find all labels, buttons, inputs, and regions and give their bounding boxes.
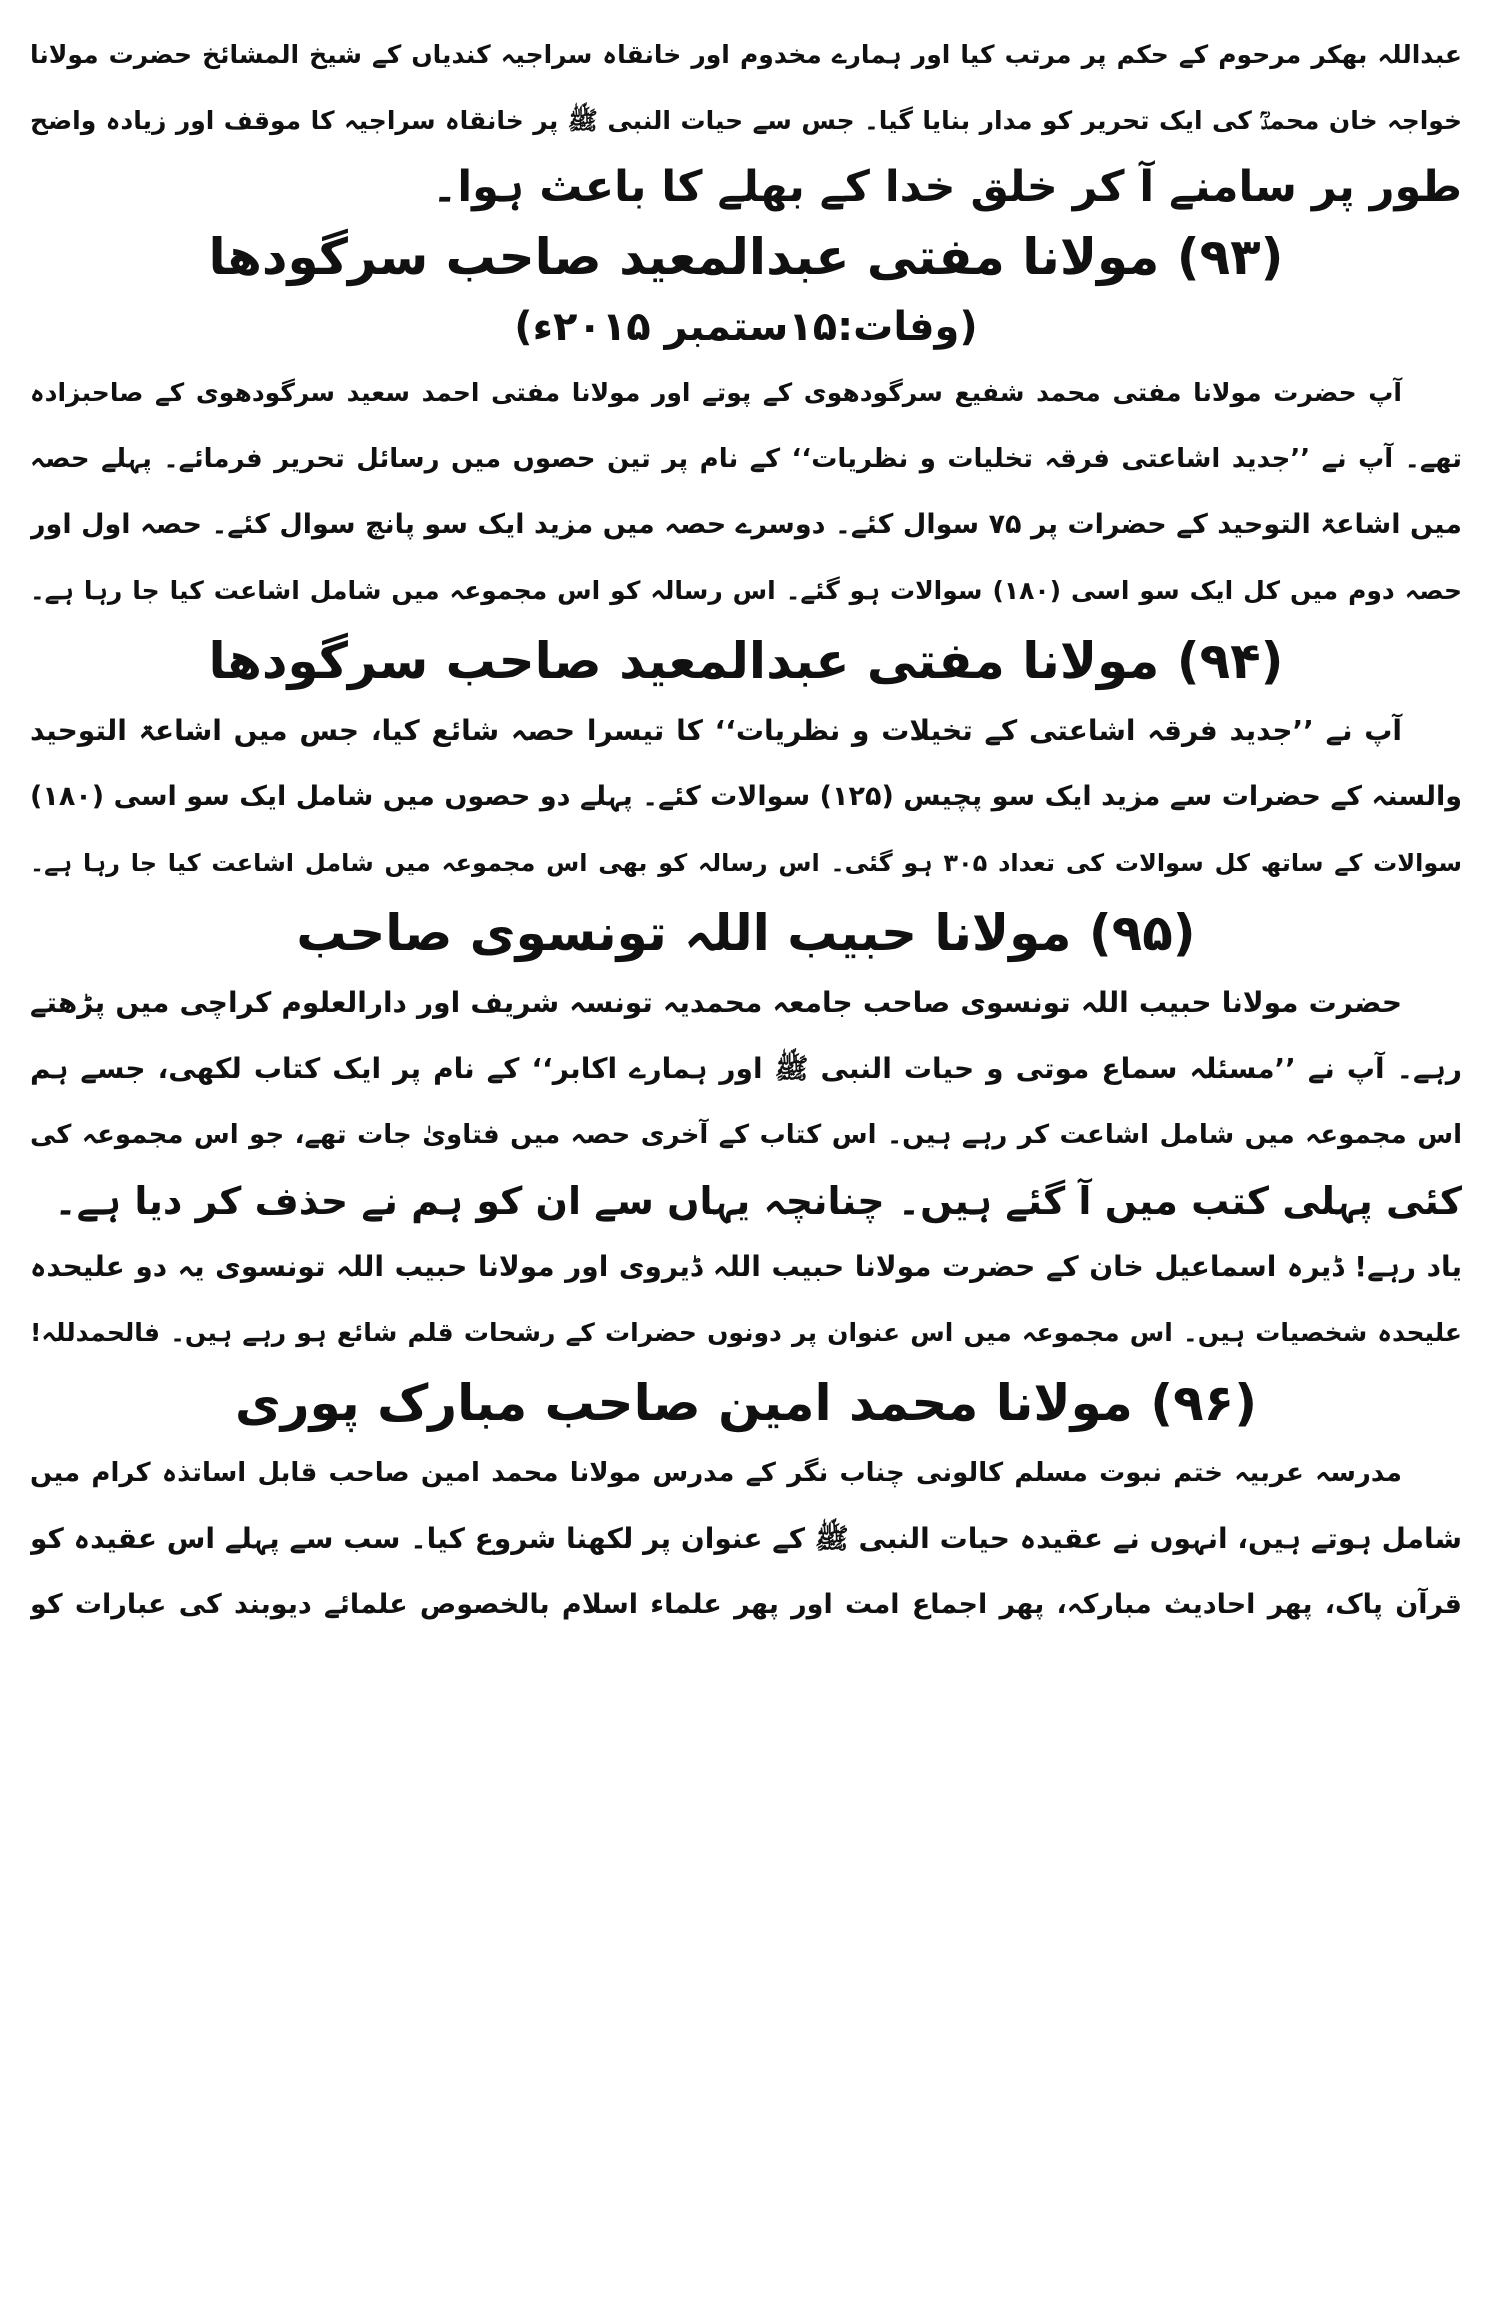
- text-line: سوالات کے ساتھ کل سوالات کی تعداد ۳۰۵ ہو گئی۔ اس رسالہ کو بھی اس مجموعہ میں شامل اشاعت کیا جا رہا ہے۔: [30, 849, 1462, 877]
- text-line: تھے۔ آپ نے ’’جدید اشاعتی فرقہ تخلیات و نظریات‘‘ کے نام پر تین حصوں میں رسائل تحریر فرمائے۔ پہلے حصہ: [30, 444, 1462, 474]
- section-heading-93: (۹۳) مولانا مفتی عبدالمعید صاحب سرگودھا: [208, 228, 1284, 286]
- death-date: (وفات:۱۵ستمبر ۲۰۱۵ء): [514, 304, 978, 350]
- section-heading-96: (۹۶) مولانا محمد امین صاحب مبارک پوری: [234, 1374, 1258, 1432]
- text-line: حصہ دوم میں کل ایک سو اسی (۱۸۰) سوالات ہو گئے۔ اس رسالہ کو اس مجموعہ میں شامل اشاعت کیا جا رہا ہے۔: [30, 576, 1462, 605]
- text-line: یاد رہے! ڈیرہ اسماعیل خان کے حضرت مولانا حبیب اللہ ڈیروی اور مولانا حبیب اللہ تونسوی یہ دو علیحدہ: [30, 1250, 1462, 1283]
- text-line: خواجہ خان محمدؒ کی ایک تحریر کو مدار بنایا گیا۔ جس سے حیات النبی ﷺ پر خانقاہ سراجیہ کا موقف اور زیادہ واضح: [30, 106, 1462, 135]
- paragraph-95: [30, 970, 1462, 1234]
- text-line: قرآن پاک، پھر احادیث مبارکہ، پھر اجماع امت اور پھر علماء اسلام بالخصوص علمائے دیوبند کی عبارات کو: [30, 1589, 1462, 1620]
- text-line: رہے۔ آپ نے ’’مسئلہ سماع موتی و حیات النبی ﷺ اور ہمارے اکابر‘‘ کے نام پر ایک کتاب لکھی، جسے ہم: [30, 1052, 1462, 1085]
- text-line: والسنہ کے حضرات سے مزید ایک سو پچیس (۱۲۵) سوالات کئے۔ پہلے دو حصوں میں شامل ایک سو اسی (۱۸۰): [30, 781, 1462, 812]
- text-line: کئی پہلی کتب میں آ گئے ہیں۔ چنانچہ یہاں سے ان کو ہم نے حذف کر دیا ہے۔: [54, 1179, 1462, 1223]
- text-line: علیحدہ شخصیات ہیں۔ اس مجموعہ میں اس عنوان پر دونوں حضرات کے رشحات قلم شائع ہو رہے ہیں۔ فالحمدللہ!: [30, 1318, 1462, 1347]
- text-line: میں اشاعۃ التوحید کے حضرات پر ۷۵ سوال کئے۔ دوسرے حصہ میں مزید ایک سو پانچ سوال کئے۔ حصہ اول اور: [30, 509, 1462, 540]
- text-line: آپ حضرت مولانا مفتی محمد شفیع سرگودھوی کے پوتے اور مولانا مفتی احمد سعید سرگودھوی کے صاحبزادہ: [30, 378, 1402, 407]
- paragraph-93: [30, 360, 1462, 624]
- text-line: اس مجموعہ میں شامل اشاعت کر رہے ہیں۔ اس کتاب کے آخری حصہ میں فتاویٰ جات تھے، جو اس مجموعہ کی: [30, 1120, 1462, 1150]
- text-line: مدرسہ عربیہ ختم نبوت مسلم کالونی چناب نگر کے مدرس مولانا محمد امین صاحب قابل اساتذہ کرام میں: [30, 1458, 1402, 1488]
- paragraph-note: [30, 1234, 1462, 1366]
- section-heading-94: (۹۴) مولانا مفتی عبدالمعید صاحب سرگودھا: [208, 632, 1284, 690]
- paragraph-94: [30, 698, 1462, 896]
- text-line: طور پر سامنے آ کر خلق خدا کے بھلے کا باعث ہوا۔: [432, 162, 1462, 212]
- text-line: شامل ہوتے ہیں، انہوں نے عقیدہ حیات النبی ﷺ کے عنوان پر لکھنا شروع کیا۔ سب سے پہلے اس عقیدہ کو: [30, 1522, 1462, 1555]
- paragraph-intro: [30, 22, 1462, 220]
- text-line: عبداللہ بھکر مرحوم کے حکم پر مرتب کیا اور ہمارے مخدوم اور خانقاہ سراجیہ کندیاں کے شیخ المشائخ حضرت مولانا: [30, 40, 1462, 69]
- text-line: حضرت مولانا حبیب اللہ تونسوی صاحب جامعہ محمدیہ تونسہ شریف اور دارالعلوم کراچی میں پڑھتے: [30, 986, 1402, 1019]
- section-heading-95: (۹۵) مولانا حبیب اللہ تونسوی صاحب: [296, 904, 1196, 962]
- paragraph-96: [30, 1440, 1462, 1638]
- text-line: آپ نے ’’جدید فرقہ اشاعتی کے تخیلات و نظریات‘‘ کا تیسرا حصہ شائع کیا، جس میں اشاعۃ التوحید: [30, 714, 1402, 747]
